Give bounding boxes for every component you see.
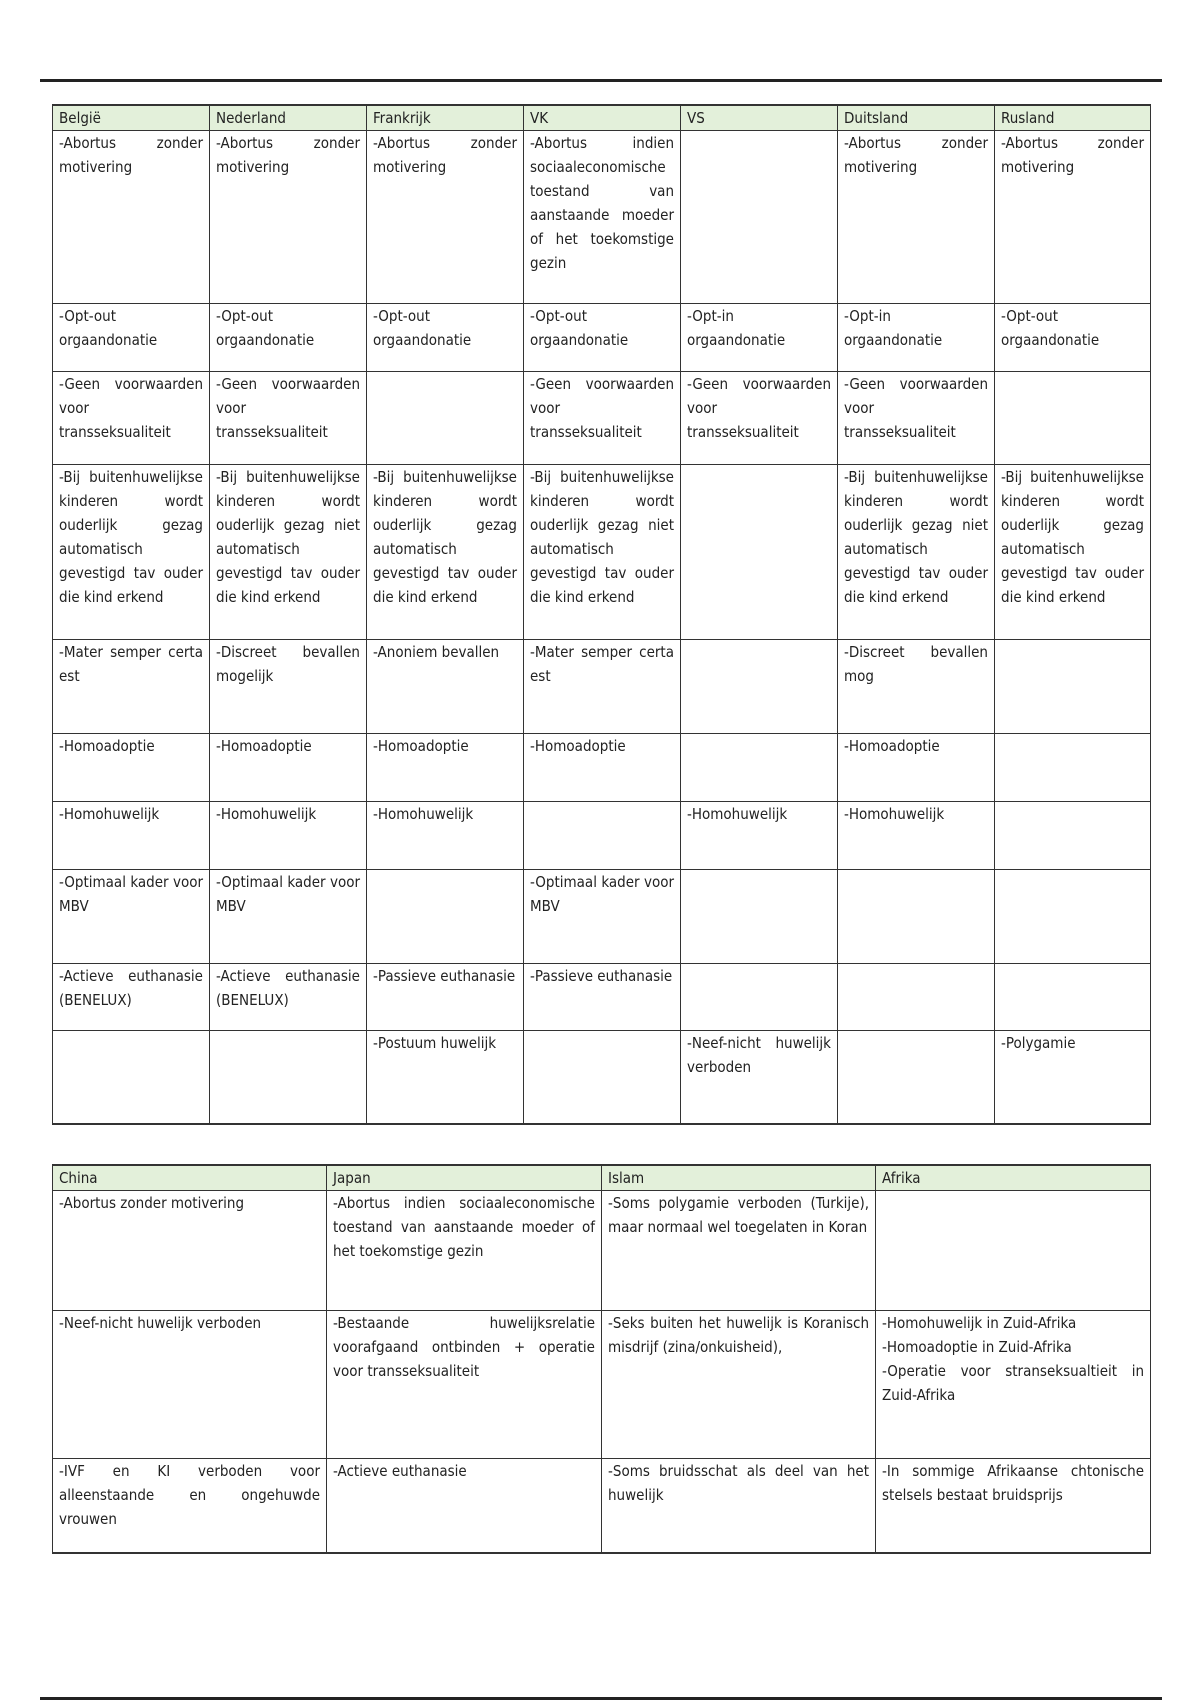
- cell-line: -Homoadoptie in Zuid-Afrika: [882, 1338, 1072, 1356]
- table-cell: [681, 131, 838, 304]
- table-cell: [53, 1311, 327, 1459]
- table-cell: [681, 1031, 838, 1124]
- table-row: [53, 1459, 1151, 1553]
- cell-text: -Geen voorwaarden voor transseksualiteit: [844, 375, 988, 441]
- table-cell: [838, 964, 995, 1031]
- cell-text: -Discreet bevallen mogelijk: [216, 643, 360, 685]
- cell-text: -Passieve euthanasie: [373, 967, 516, 985]
- table-cell: [995, 465, 1151, 640]
- table-cell: [838, 372, 995, 465]
- table-cell: [367, 964, 524, 1031]
- table-cell: [53, 372, 210, 465]
- table-cell: [524, 304, 681, 372]
- cell-text: -Postuum huwelijk: [373, 1034, 497, 1052]
- table-cell: [367, 640, 524, 734]
- cell-text: -Geen voorwaarden voor transseksualiteit: [59, 375, 203, 441]
- table-row: [53, 304, 1151, 372]
- table-cell: [367, 304, 524, 372]
- cell-text: -Optimaal kader voor MBV: [59, 873, 203, 915]
- cell-text: -Mater semper certa est: [59, 643, 203, 685]
- cell-text: -Homoadoptie: [216, 737, 312, 755]
- cell-text: -Abortus zonder motivering: [844, 134, 988, 176]
- table-cell: [681, 802, 838, 870]
- cell-text: -Homoadoptie: [844, 737, 940, 755]
- table-row: [53, 465, 1151, 640]
- cell-text: -Geen voorwaarden voor transseksualiteit: [216, 375, 360, 441]
- table-cell: [602, 1311, 876, 1459]
- cell-text: -Opt-out orgaandonatie: [530, 307, 629, 349]
- table-row: [53, 1031, 1151, 1124]
- table-row: [53, 372, 1151, 465]
- table-cell: [327, 1311, 602, 1459]
- table-cell: [995, 372, 1151, 465]
- table-cell: [210, 802, 367, 870]
- table-cell: [838, 734, 995, 802]
- table-cell: [524, 802, 681, 870]
- table-cell: [210, 964, 367, 1031]
- cell-line: -Bestaande huwelijksrelatie voorafgaand ontbinden + operatie voor transseksualiteit: [333, 1314, 595, 1380]
- table-cell: [524, 465, 681, 640]
- table-cell: [602, 1459, 876, 1553]
- cell-line: -Actieve euthanasie: [333, 1462, 467, 1480]
- table-cell: [681, 964, 838, 1031]
- cell-text: -Passieve euthanasie: [530, 967, 673, 985]
- cell-text: -Opt-in orgaandonatie: [844, 307, 943, 349]
- table-cell: [838, 465, 995, 640]
- table-cell: [210, 372, 367, 465]
- header-japan: Japan: [327, 1165, 602, 1191]
- table-cell: [53, 964, 210, 1031]
- table-cell: [524, 734, 681, 802]
- cell-text: -Bij buitenhuwelijkse kinderen wordt ouderlijk gezag niet automatisch gevestigd tav ouder die kind erkend: [530, 468, 674, 606]
- countries-comparison-table: [52, 104, 1151, 1125]
- cell-line: -Abortus zonder motivering: [59, 1194, 245, 1212]
- cell-line: -Neef-nicht huwelijk verboden: [59, 1314, 262, 1332]
- countries-header-row: [53, 105, 1151, 131]
- table-row: [53, 1311, 1151, 1459]
- cell-text: -Bij buitenhuwelijkse kinderen wordt ouderlijk gezag niet automatisch gevestigd tav ouder die kind erkend: [216, 468, 360, 606]
- table-row: [53, 870, 1151, 964]
- table-cell: [367, 465, 524, 640]
- table-cell: [53, 304, 210, 372]
- cell-text: -Abortus zonder motivering: [216, 134, 360, 176]
- table-cell: [367, 802, 524, 870]
- table-cell: [681, 640, 838, 734]
- table-row: [53, 734, 1151, 802]
- table-cell: [681, 304, 838, 372]
- table-cell: [995, 1031, 1151, 1124]
- table-cell: [838, 1031, 995, 1124]
- header-vk: VK: [524, 105, 681, 131]
- cell-text: -Homohuwelijk: [687, 805, 788, 823]
- table-cell: [876, 1191, 1151, 1311]
- table-cell: [210, 734, 367, 802]
- table-cell: [995, 640, 1151, 734]
- table-cell: [53, 1459, 327, 1553]
- cell-line: -In sommige Afrikaanse chtonische stelsels bestaat bruidsprijs: [882, 1462, 1144, 1504]
- table-cell: [53, 131, 210, 304]
- cell-text: -Optimaal kader voor MBV: [216, 873, 360, 915]
- table-cell: [876, 1311, 1151, 1459]
- table-row: [53, 964, 1151, 1031]
- table-cell: [367, 1031, 524, 1124]
- cell-text: -Bij buitenhuwelijkse kinderen wordt ouderlijk gezag automatisch gevestigd tav ouder die kind erkend: [373, 468, 517, 606]
- cell-text: -Abortus zonder motivering: [59, 134, 203, 176]
- cell-text: -Homohuwelijk: [844, 805, 945, 823]
- cell-line: -Homohuwelijk in Zuid-Afrika: [882, 1314, 1077, 1332]
- regions-header-row: [53, 1165, 1151, 1191]
- cell-text: -Opt-out orgaandonatie: [216, 307, 315, 349]
- cell-text: -Abortus zonder motivering: [1001, 134, 1144, 176]
- table-cell: [524, 372, 681, 465]
- cell-text: -Homohuwelijk: [373, 805, 474, 823]
- cell-text: -Abortus indien sociaaleconomische toestand van aanstaande moeder of het toekomstige gezin: [530, 134, 674, 272]
- cell-line: -Soms polygamie verboden (Turkije), maar normaal wel toegelaten in Koran: [608, 1194, 869, 1236]
- table-cell: [367, 131, 524, 304]
- table-cell: [995, 964, 1151, 1031]
- cell-text: -Mater semper certa est: [530, 643, 674, 685]
- header-frankrijk: Frankrijk: [367, 105, 524, 131]
- table-cell: [210, 131, 367, 304]
- header-rusland: Rusland: [995, 105, 1151, 131]
- cell-line: -Operatie voor stranseksualtieit in Zuid-Afrika: [882, 1362, 1144, 1404]
- cell-text: -Opt-in orgaandonatie: [687, 307, 786, 349]
- table-row: [53, 640, 1151, 734]
- cell-text: -Neef-nicht huwelijk verboden: [687, 1034, 831, 1076]
- table-cell: [367, 734, 524, 802]
- table-cell: [838, 304, 995, 372]
- header-afrika: Afrika: [876, 1165, 1151, 1191]
- cell-text: -Homoadoptie: [59, 737, 155, 755]
- table-cell: [210, 1031, 367, 1124]
- table-cell: [602, 1191, 876, 1311]
- table-cell: [681, 372, 838, 465]
- table-cell: [210, 304, 367, 372]
- table-cell: [53, 1031, 210, 1124]
- table-cell: [995, 870, 1151, 964]
- cell-line: -IVF en KI verboden voor alleenstaande en ongehuwde vrouwen: [59, 1462, 320, 1528]
- cell-text: -Bij buitenhuwelijkse kinderen wordt ouderlijk gezag automatisch gevestigd tav ouder die kind erkend: [1001, 468, 1144, 606]
- cell-line: -Abortus indien sociaaleconomische toestand van aanstaande moeder of het toekomstige gezin: [333, 1194, 595, 1260]
- table-cell: [838, 640, 995, 734]
- table-cell: [524, 964, 681, 1031]
- table-cell: [995, 734, 1151, 802]
- table-cell: [681, 465, 838, 640]
- table-cell: [838, 870, 995, 964]
- table-cell: [995, 802, 1151, 870]
- table-cell: [876, 1459, 1151, 1553]
- cell-text: -Bij buitenhuwelijkse kinderen wordt ouderlijk gezag automatisch gevestigd tav ouder die kind erkend: [59, 468, 203, 606]
- table-cell: [995, 131, 1151, 304]
- cell-text: -Homohuwelijk: [216, 805, 317, 823]
- cell-line: -Seks buiten het huwelijk is Koranisch misdrijf (zina/onkuisheid),: [608, 1314, 869, 1356]
- table-cell: [53, 465, 210, 640]
- cell-text: -Anoniem bevallen: [373, 643, 500, 661]
- cell-text: -Discreet bevallen mog: [844, 643, 988, 685]
- cell-text: -Homoadoptie: [373, 737, 469, 755]
- table-cell: [53, 640, 210, 734]
- cell-text: -Opt-out orgaandonatie: [373, 307, 472, 349]
- table-cell: [838, 802, 995, 870]
- table-cell: [210, 465, 367, 640]
- cell-text: -Optimaal kader voor MBV: [530, 873, 674, 915]
- table-row: [53, 131, 1151, 304]
- table-cell: [53, 870, 210, 964]
- regions-comparison-table: [52, 1164, 1151, 1554]
- table-cell: [53, 1191, 327, 1311]
- table-cell: [327, 1191, 602, 1311]
- table-cell: [995, 304, 1151, 372]
- table-row: [53, 1191, 1151, 1311]
- cell-text: -Bij buitenhuwelijkse kinderen wordt ouderlijk gezag niet automatisch gevestigd tav ouder die kind erkend: [844, 468, 988, 606]
- header-china: China: [53, 1165, 327, 1191]
- cell-text: -Actieve euthanasie (BENELUX): [59, 967, 203, 1009]
- cell-text: -Geen voorwaarden voor transseksualiteit: [687, 375, 831, 441]
- top-rule: [40, 79, 1162, 82]
- table-cell: [210, 870, 367, 964]
- table-cell: [53, 802, 210, 870]
- table-cell: [524, 1031, 681, 1124]
- cell-text: -Polygamie: [1001, 1034, 1076, 1052]
- table-cell: [210, 640, 367, 734]
- header-belgie: België: [53, 105, 210, 131]
- table-cell: [681, 734, 838, 802]
- table-cell: [327, 1459, 602, 1553]
- cell-text: -Opt-out orgaandonatie: [1001, 307, 1100, 349]
- table-cell: [53, 734, 210, 802]
- table-cell: [524, 640, 681, 734]
- table-cell: [367, 372, 524, 465]
- table-cell: [681, 870, 838, 964]
- cell-text: -Homoadoptie: [530, 737, 626, 755]
- cell-line: -Soms bruidsschat als deel van het huwelijk: [608, 1462, 869, 1504]
- cell-text: -Homohuwelijk: [59, 805, 160, 823]
- header-islam: Islam: [602, 1165, 876, 1191]
- table-cell: [838, 131, 995, 304]
- cell-text: -Actieve euthanasie (BENELUX): [216, 967, 360, 1009]
- table-cell: [367, 870, 524, 964]
- table-row: [53, 802, 1151, 870]
- cell-text: -Opt-out orgaandonatie: [59, 307, 158, 349]
- header-duitsland: Duitsland: [838, 105, 995, 131]
- table-cell: [524, 870, 681, 964]
- cell-text: -Geen voorwaarden voor transseksualiteit: [530, 375, 674, 441]
- table-cell: [524, 131, 681, 304]
- header-nederland: Nederland: [210, 105, 367, 131]
- cell-text: -Abortus zonder motivering: [373, 134, 517, 176]
- header-vs: VS: [681, 105, 838, 131]
